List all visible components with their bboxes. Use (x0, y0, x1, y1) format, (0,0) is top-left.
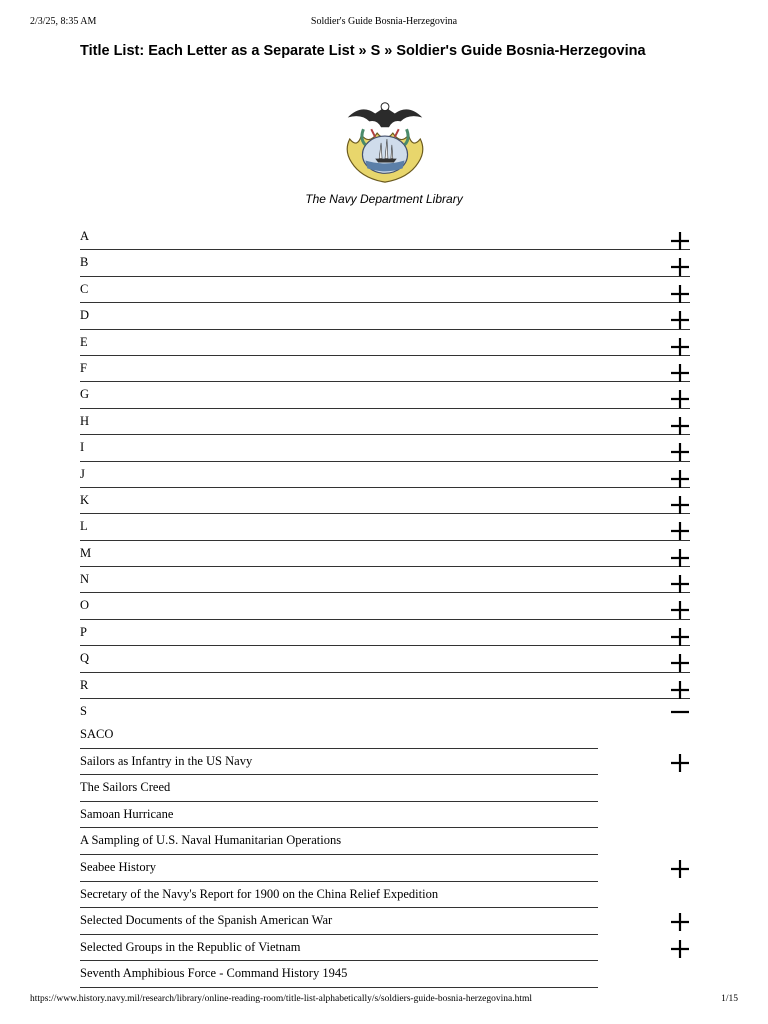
title-list-item[interactable] (80, 749, 690, 776)
plus-icon[interactable] (670, 654, 690, 672)
letter-row-i[interactable] (80, 435, 690, 461)
print-header (30, 16, 738, 30)
breadcrumb (80, 42, 688, 60)
letter-row-e[interactable] (80, 330, 690, 356)
title-link[interactable]: Sailors as Infantry in the US Navy (80, 753, 253, 768)
plus-icon[interactable] (670, 860, 690, 878)
plus-icon[interactable] (670, 549, 690, 567)
plus-icon[interactable] (670, 628, 690, 646)
letter-label: R (80, 677, 89, 692)
letter-row-r[interactable] (80, 673, 690, 699)
breadcrumb-separator: » (384, 43, 393, 59)
title-list-item[interactable] (80, 935, 690, 962)
plus-icon[interactable] (670, 522, 690, 540)
row-divider (80, 987, 598, 988)
letter-label: P (80, 624, 87, 639)
plus-icon[interactable] (670, 575, 690, 593)
title-list-item[interactable] (80, 882, 690, 909)
print-footer (30, 994, 738, 1008)
letter-row-q[interactable] (80, 646, 690, 672)
title-link[interactable]: Selected Groups in the Republic of Vietnam (80, 939, 301, 954)
letter-label: G (80, 387, 90, 402)
plus-icon[interactable] (670, 681, 690, 699)
letter-label: H (80, 413, 90, 428)
letter-row-k[interactable] (80, 488, 690, 514)
title-list-item[interactable] (80, 828, 690, 855)
letter-label: C (80, 281, 89, 296)
plus-icon[interactable] (670, 258, 690, 276)
plus-icon[interactable] (670, 913, 690, 931)
letter-row-o[interactable] (80, 593, 690, 619)
minus-icon[interactable] (670, 703, 690, 721)
plus-icon[interactable] (670, 285, 690, 303)
letter-label: S (80, 704, 87, 719)
letter-row-a[interactable] (80, 224, 690, 250)
letter-row-d[interactable] (80, 303, 690, 329)
print-document-title: Soldier's Guide Bosnia-Herzegovina (310, 16, 458, 27)
letter-row-l[interactable] (80, 514, 690, 540)
title-link[interactable]: Seventh Amphibious Force - Command History 1945 (80, 966, 348, 981)
title-link[interactable]: A Sampling of U.S. Naval Humanitarian Operations (80, 833, 342, 848)
breadcrumb-item-current: Soldier's Guide Bosnia-Herzegovina (396, 43, 646, 59)
plus-icon[interactable] (670, 754, 690, 772)
title-link[interactable]: The Sailors Creed (80, 780, 171, 795)
letter-row-s[interactable] (80, 699, 690, 723)
letter-list (80, 224, 690, 723)
title-link[interactable]: Selected Documents of the Spanish American War (80, 913, 333, 928)
title-link[interactable]: Seabee History (80, 859, 157, 874)
letter-row-n[interactable] (80, 567, 690, 593)
letter-row-f[interactable] (80, 356, 690, 382)
letter-label: J (80, 466, 85, 481)
title-link[interactable]: Samoan Hurricane (80, 806, 174, 821)
breadcrumb-item-s[interactable]: S (370, 43, 381, 59)
letter-label: D (80, 308, 90, 323)
letter-label: F (80, 360, 87, 375)
letter-label: E (80, 334, 88, 349)
plus-icon[interactable] (670, 470, 690, 488)
navy-library-crest-icon (336, 90, 434, 188)
title-list (80, 722, 690, 988)
letter-row-p[interactable] (80, 620, 690, 646)
breadcrumb-separator: » (358, 43, 367, 59)
title-list-item[interactable] (80, 802, 690, 829)
letter-label: A (80, 229, 90, 243)
plus-icon[interactable] (670, 417, 690, 435)
title-link[interactable]: Secretary of the Navy's Report for 1900 on the China Relief Expedition (80, 886, 439, 901)
plus-icon[interactable] (670, 232, 690, 250)
plus-icon[interactable] (670, 940, 690, 958)
title-list-item[interactable] (80, 961, 690, 988)
plus-icon[interactable] (670, 311, 690, 329)
plus-icon[interactable] (670, 496, 690, 514)
plus-icon[interactable] (670, 364, 690, 382)
title-list-item[interactable] (80, 722, 690, 749)
letter-label: N (80, 572, 90, 587)
letter-row-m[interactable] (80, 541, 690, 567)
title-link[interactable]: SACO (80, 727, 114, 741)
letter-row-c[interactable] (80, 277, 690, 303)
library-name: The Navy Department Library (305, 192, 463, 206)
plus-icon[interactable] (670, 390, 690, 408)
letter-label: O (80, 598, 90, 613)
letter-label: I (80, 440, 85, 455)
letter-label: M (80, 545, 92, 560)
breadcrumb-item-title-list[interactable]: Title List: Each Letter as a Separate List (80, 43, 355, 59)
letter-label: L (80, 519, 88, 534)
letter-row-g[interactable] (80, 382, 690, 408)
letter-row-b[interactable] (80, 250, 690, 276)
letter-label: K (80, 492, 90, 507)
letter-label: Q (80, 651, 90, 666)
title-list-item[interactable] (80, 775, 690, 802)
plus-icon[interactable] (670, 443, 690, 461)
plus-icon[interactable] (670, 338, 690, 356)
letter-row-h[interactable] (80, 409, 690, 435)
letter-row-j[interactable] (80, 462, 690, 488)
print-datetime: 2/3/25, 8:35 AM (30, 16, 97, 27)
title-list-item[interactable] (80, 855, 690, 882)
plus-icon[interactable] (670, 601, 690, 619)
title-list-item[interactable] (80, 908, 690, 935)
print-url: https://www.history.navy.mil/research/library/online-reading-room/title-list-alphabetically/s/soldiers-guide-bosnia-herzegovina.html (30, 994, 533, 1004)
print-page-number: 1/15 (721, 994, 738, 1004)
letter-label: B (80, 255, 89, 270)
